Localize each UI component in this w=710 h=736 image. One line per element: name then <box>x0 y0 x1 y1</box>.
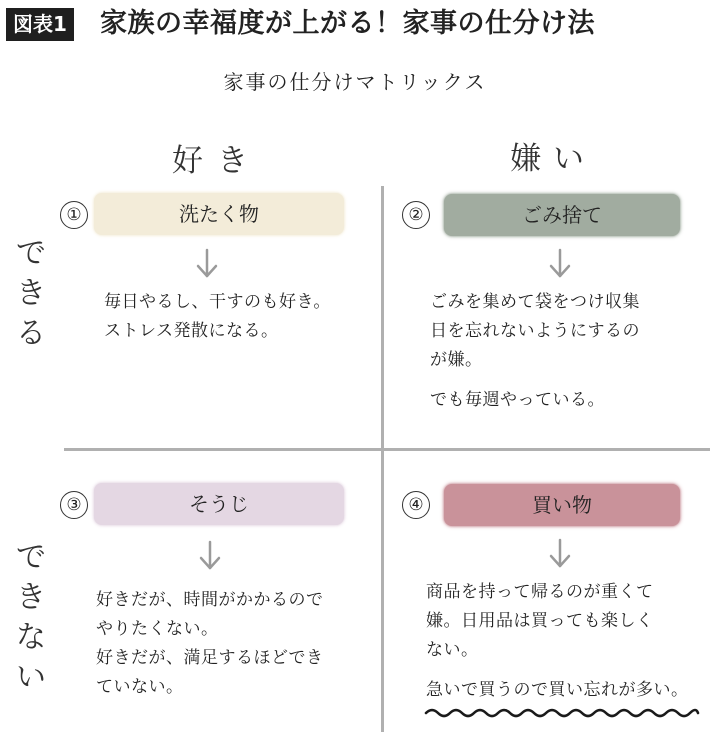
quadrant-description <box>430 288 640 375</box>
down-arrow-icon <box>548 538 572 570</box>
figure-title: 家族の幸福度が上がる！家事の仕分け法 <box>100 8 595 39</box>
quadrant-note: でも毎週やっている。 <box>430 390 605 410</box>
column-label-dislike: 嫌い <box>510 141 596 177</box>
description-line: ストレス発散になる。 <box>104 321 279 341</box>
quadrant-label: ごみ捨て <box>444 194 680 236</box>
description-line: ごみを集めて袋をつけ収集 <box>430 292 640 312</box>
row-label-char: き <box>16 580 46 615</box>
matrix-title: 家事の仕分けマトリックス <box>223 70 487 94</box>
down-arrow-icon <box>195 248 219 280</box>
row-label-char: い <box>16 660 46 695</box>
row-label-char: る <box>16 316 46 351</box>
description-line: 商品を持って帰るのが重くて <box>426 582 654 602</box>
row-label-can <box>14 234 48 354</box>
description-line: 好きだが、時間がかかるので <box>96 590 324 610</box>
wavy-underline <box>424 706 700 720</box>
down-arrow-icon <box>548 248 572 280</box>
description-line: やりたくない。 <box>96 619 219 639</box>
quadrant-number: ② <box>402 201 430 229</box>
description-line: ていない。 <box>96 677 184 697</box>
horizontal-divider <box>64 448 710 451</box>
description-line: 好きだが、満足するほどでき <box>96 648 324 668</box>
row-label-char: で <box>16 236 46 271</box>
down-arrow-icon <box>198 540 222 572</box>
row-label-char: な <box>16 620 46 655</box>
quadrant-label: 洗たく物 <box>94 193 344 235</box>
row-label-cannot <box>14 538 48 698</box>
quadrant-number: ① <box>60 201 88 229</box>
description-line: ない。 <box>426 640 479 660</box>
quadrant-number: ④ <box>402 491 430 519</box>
quadrant-label: 買い物 <box>444 484 680 526</box>
row-label-char: で <box>16 540 46 575</box>
description-line: が嫌。 <box>430 350 483 370</box>
description-line: 日を忘れないようにするの <box>430 321 640 341</box>
quadrant-note: 急いで買うので買い忘れが多い。 <box>426 680 689 700</box>
quadrant-description <box>96 586 324 702</box>
quadrant-label: そうじ <box>94 483 344 525</box>
vertical-divider <box>381 186 384 732</box>
quadrant-number: ③ <box>60 491 88 519</box>
column-label-like: 好き <box>172 143 262 179</box>
quadrant-description <box>104 288 331 346</box>
description-line: 嫌。日用品は買っても楽しく <box>426 611 654 631</box>
figure-tag: 図表1 <box>6 8 74 41</box>
row-label-char: き <box>16 276 46 311</box>
description-line: 毎日やるし、干すのも好き。 <box>104 292 331 312</box>
quadrant-description <box>426 578 654 665</box>
